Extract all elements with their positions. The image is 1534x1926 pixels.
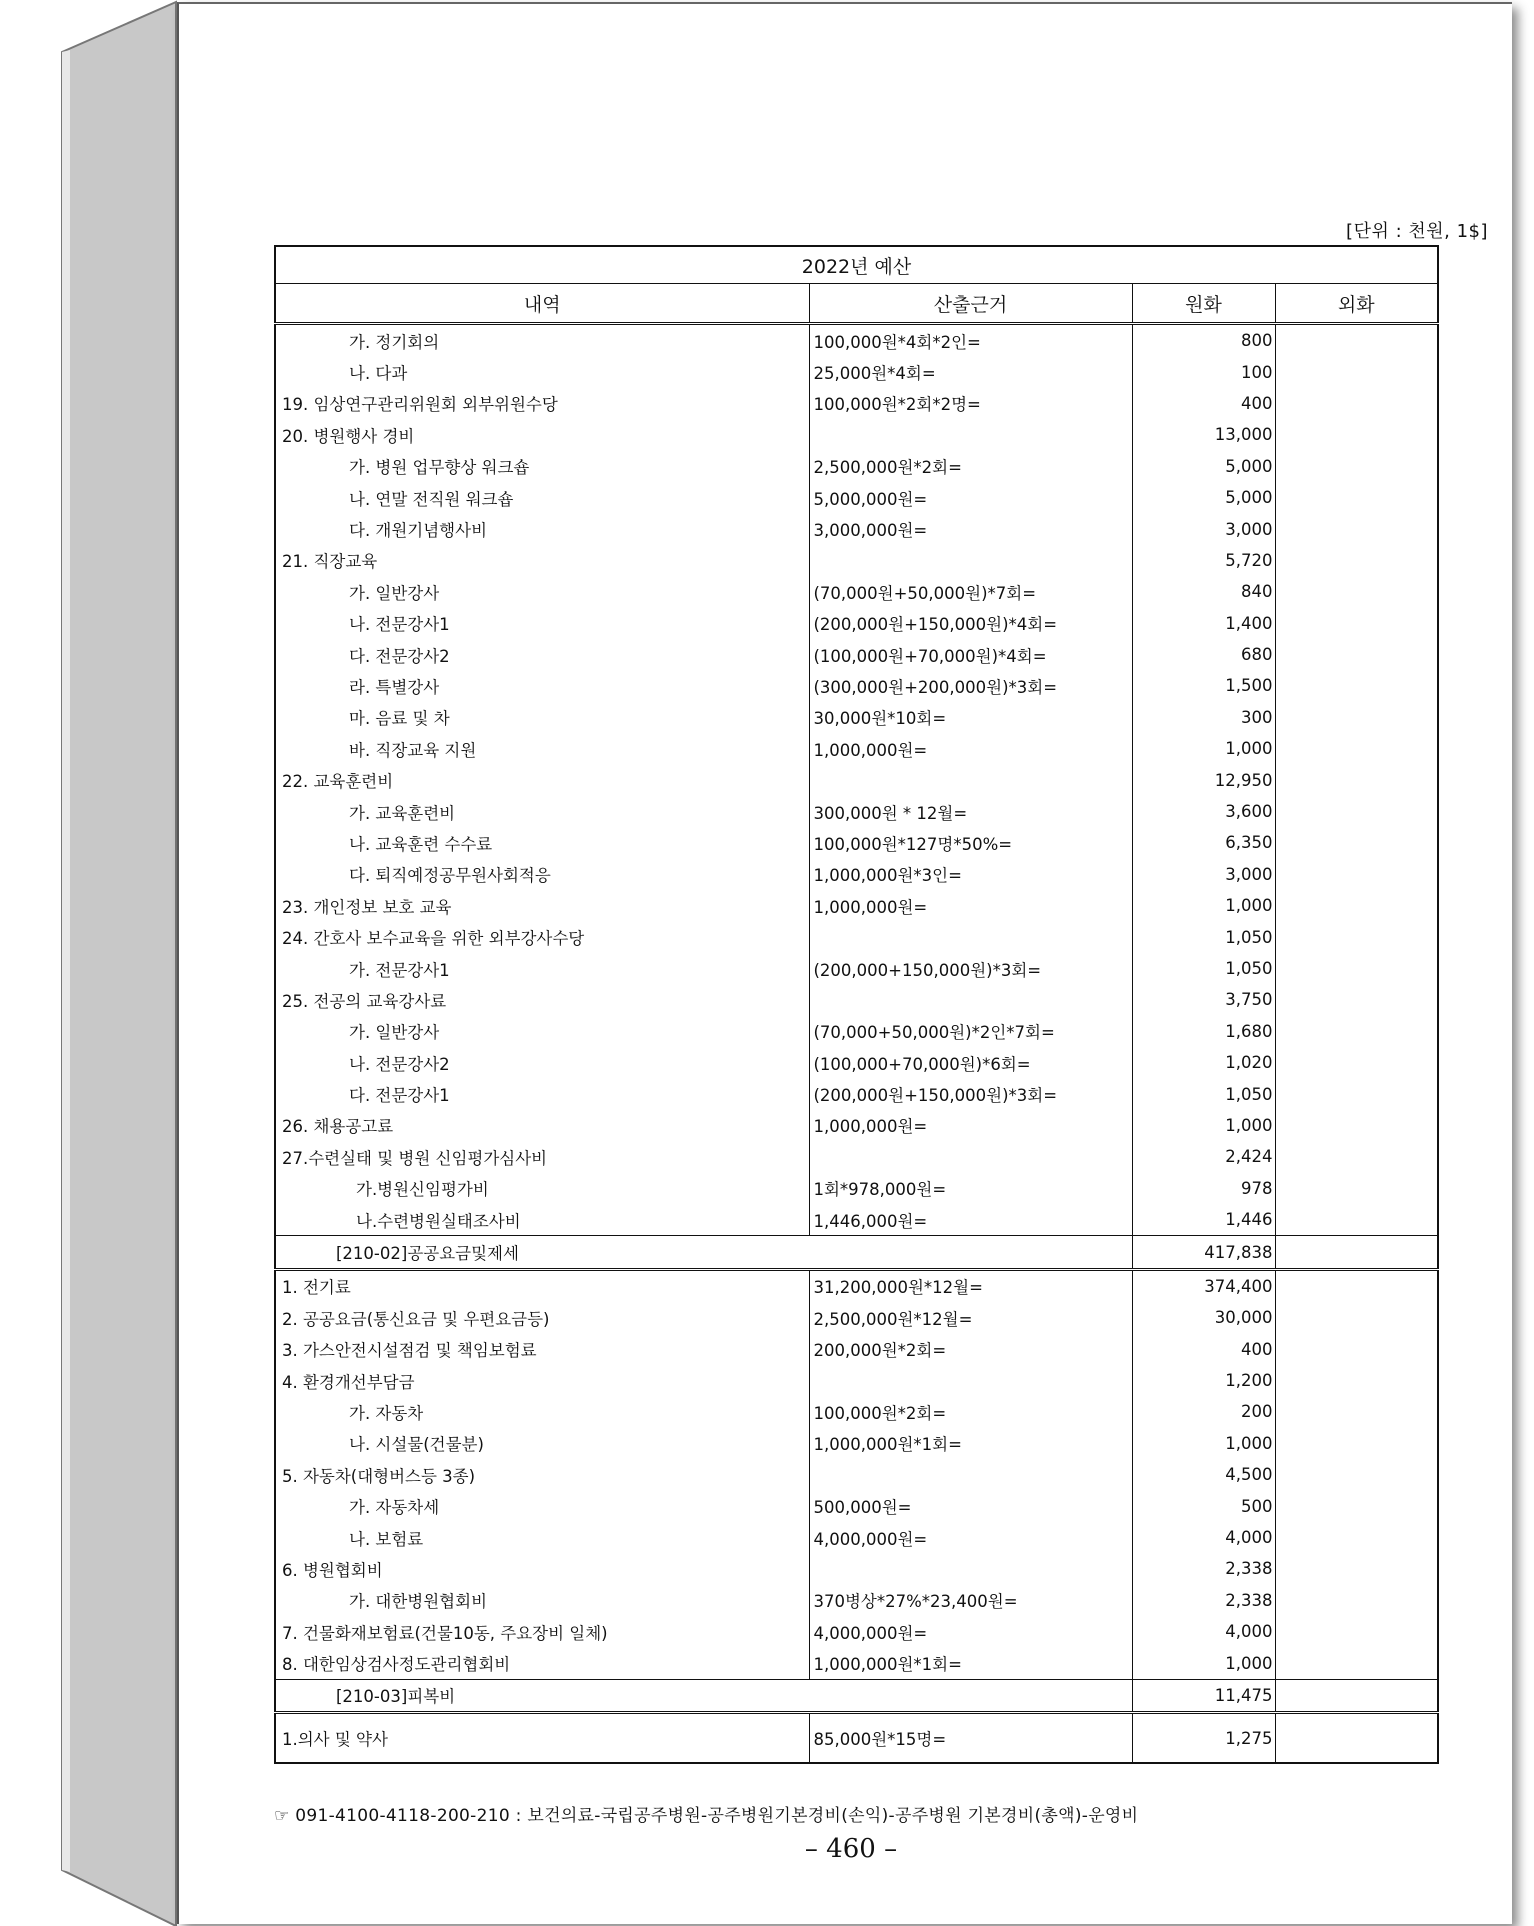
krw-amount-cell: 2,424 (1132, 1141, 1275, 1172)
basis-cell: 4,000,000원= (809, 1616, 1132, 1647)
table-row (275, 1141, 1438, 1172)
item-cell: 가. 일반강사 (275, 1016, 809, 1047)
table-row (275, 796, 1438, 827)
basis-cell: (100,000+70,000원)*6회= (809, 1047, 1132, 1078)
document-page (177, 2, 1512, 1924)
fx-amount-cell (1275, 1173, 1438, 1204)
fx-amount-cell (1275, 1647, 1438, 1679)
table-row (275, 1204, 1438, 1236)
account-code-footnote: ☞ 091-4100-4118-200-210 : 보건의료-국립공주병원-공주병원기본경비(손익)-공주병원 기본경비(총액)-운영비 (274, 1806, 1139, 1826)
fx-amount-cell (1275, 890, 1438, 921)
krw-amount-cell: 1,400 (1132, 608, 1275, 639)
item-cell: 다. 전문강사1 (275, 1078, 809, 1109)
fx-amount-cell (1275, 608, 1438, 639)
table-row (275, 451, 1438, 482)
table-row (275, 324, 1438, 357)
krw-amount-cell: 1,000 (1132, 1110, 1275, 1141)
krw-amount-cell: 4,500 (1132, 1459, 1275, 1490)
fx-amount-cell (1275, 388, 1438, 419)
fx-amount-cell (1275, 1236, 1438, 1269)
header-krw: 원화 (1132, 284, 1275, 324)
fx-amount-cell (1275, 639, 1438, 670)
item-cell: 나. 시설물(건물분) (275, 1428, 809, 1459)
item-cell: 가.병원신임평가비 (275, 1173, 809, 1204)
item-cell: 다. 전문강사2 (275, 639, 809, 670)
fx-amount-cell (1275, 419, 1438, 450)
krw-amount-cell: 4,000 (1132, 1522, 1275, 1553)
basis-cell: 4,000,000원= (809, 1522, 1132, 1553)
fx-amount-cell (1275, 733, 1438, 764)
item-cell: 마. 음료 및 차 (275, 702, 809, 733)
basis-cell (809, 984, 1132, 1015)
krw-amount-cell: 13,000 (1132, 419, 1275, 450)
fx-amount-cell (1275, 859, 1438, 890)
fx-amount-cell (1275, 324, 1438, 357)
item-cell: 22. 교육훈련비 (275, 764, 809, 795)
item-cell: 가. 교육훈련비 (275, 796, 809, 827)
table-row (275, 953, 1438, 984)
table-row (275, 984, 1438, 1015)
table-row (275, 1269, 1438, 1302)
fx-amount-cell (1275, 451, 1438, 482)
fx-amount-cell (1275, 1679, 1438, 1712)
table-row (275, 388, 1438, 419)
table-row (275, 608, 1438, 639)
krw-amount-cell: 400 (1132, 1334, 1275, 1365)
krw-amount-cell: 417,838 (1132, 1236, 1275, 1269)
item-cell: [210-02]공공요금및제세 (275, 1236, 1132, 1269)
basis-cell: 1,000,000원*1회= (809, 1647, 1132, 1679)
krw-amount-cell: 1,050 (1132, 921, 1275, 952)
fx-amount-cell (1275, 827, 1438, 858)
basis-cell: (200,000원+150,000원)*4회= (809, 608, 1132, 639)
table-row (275, 1396, 1438, 1427)
table-row (275, 513, 1438, 544)
table-row (275, 1110, 1438, 1141)
fx-amount-cell (1275, 1490, 1438, 1521)
krw-amount-cell: 800 (1132, 324, 1275, 357)
basis-cell (809, 545, 1132, 576)
fx-amount-cell (1275, 1141, 1438, 1172)
fx-amount-cell (1275, 1522, 1438, 1553)
item-cell: 21. 직장교육 (275, 545, 809, 576)
table-row (275, 1173, 1438, 1204)
item-cell: 4. 환경개선부담금 (275, 1365, 809, 1396)
fx-amount-cell (1275, 1428, 1438, 1459)
item-cell: 나. 전문강사1 (275, 608, 809, 639)
item-cell: 20. 병원행사 경비 (275, 419, 809, 450)
item-cell: 27.수련실태 및 병원 신임평가심사비 (275, 1141, 809, 1172)
basis-cell (809, 1459, 1132, 1490)
basis-cell: (300,000원+200,000원)*3회= (809, 670, 1132, 701)
basis-cell (809, 764, 1132, 795)
krw-amount-cell: 3,000 (1132, 859, 1275, 890)
table-row (275, 921, 1438, 952)
table-row (275, 1047, 1438, 1078)
table-row (275, 1016, 1438, 1047)
krw-amount-cell: 1,000 (1132, 1428, 1275, 1459)
table-row (275, 576, 1438, 607)
fx-amount-cell (1275, 796, 1438, 827)
fx-amount-cell (1275, 921, 1438, 952)
item-cell: 나. 보험료 (275, 1522, 809, 1553)
basis-cell: (100,000원+70,000원)*4회= (809, 639, 1132, 670)
item-cell: 25. 전공의 교육강사료 (275, 984, 809, 1015)
table-row (275, 1616, 1438, 1647)
basis-cell: 25,000원*4회= (809, 356, 1132, 387)
krw-amount-cell: 5,000 (1132, 451, 1275, 482)
item-cell: 1.의사 및 약사 (275, 1713, 809, 1764)
basis-cell: 5,000,000원= (809, 482, 1132, 513)
item-cell: 가. 자동차 (275, 1396, 809, 1427)
krw-amount-cell: 12,950 (1132, 764, 1275, 795)
krw-amount-cell: 5,720 (1132, 545, 1275, 576)
krw-amount-cell: 1,050 (1132, 1078, 1275, 1109)
fx-amount-cell (1275, 702, 1438, 733)
table-row (275, 639, 1438, 670)
fx-amount-cell (1275, 1269, 1438, 1302)
basis-cell: 1,000,000원= (809, 1110, 1132, 1141)
header-item: 내역 (275, 284, 809, 324)
fx-amount-cell (1275, 984, 1438, 1015)
table-row (275, 419, 1438, 450)
item-cell: 2. 공공요금(통신요금 및 우편요금등) (275, 1302, 809, 1333)
basis-cell: (70,000+50,000원)*2인*7회= (809, 1016, 1132, 1047)
item-cell: 가. 전문강사1 (275, 953, 809, 984)
item-cell: 라. 특별강사 (275, 670, 809, 701)
krw-amount-cell: 840 (1132, 576, 1275, 607)
item-cell: 가. 정기회의 (275, 324, 809, 357)
table-row (275, 1553, 1438, 1584)
item-cell: 19. 임상연구관리위원회 외부위원수당 (275, 388, 809, 419)
table-row (275, 1459, 1438, 1490)
table-row (275, 827, 1438, 858)
basis-cell (809, 1141, 1132, 1172)
krw-amount-cell: 3,000 (1132, 513, 1275, 544)
table-row (275, 356, 1438, 387)
section-row (275, 1679, 1438, 1712)
basis-cell (809, 419, 1132, 450)
item-cell: 가. 일반강사 (275, 576, 809, 607)
item-cell: 나. 다과 (275, 356, 809, 387)
basis-cell: 100,000원*2회*2명= (809, 388, 1132, 419)
table-row (275, 733, 1438, 764)
table-row (275, 1522, 1438, 1553)
basis-cell: 1,000,000원*3인= (809, 859, 1132, 890)
basis-cell: 300,000원 * 12월= (809, 796, 1132, 827)
krw-amount-cell: 1,446 (1132, 1204, 1275, 1236)
basis-cell: 100,000원*4회*2인= (809, 324, 1132, 357)
krw-amount-cell: 200 (1132, 1396, 1275, 1427)
item-cell: 다. 퇴직예정공무원사회적응 (275, 859, 809, 890)
fx-amount-cell (1275, 1334, 1438, 1365)
table-row (275, 482, 1438, 513)
table-row (275, 545, 1438, 576)
item-cell: 3. 가스안전시설점검 및 책임보험료 (275, 1334, 809, 1365)
krw-amount-cell: 1,500 (1132, 670, 1275, 701)
header-basis: 산출근거 (809, 284, 1132, 324)
fx-amount-cell (1275, 545, 1438, 576)
basis-cell (809, 1553, 1132, 1584)
krw-amount-cell: 400 (1132, 388, 1275, 419)
fx-amount-cell (1275, 953, 1438, 984)
krw-amount-cell: 2,338 (1132, 1553, 1275, 1584)
krw-amount-cell: 978 (1132, 1173, 1275, 1204)
table-row (275, 1302, 1438, 1333)
item-cell: 다. 개원기념행사비 (275, 513, 809, 544)
fx-amount-cell (1275, 1016, 1438, 1047)
fx-amount-cell (1275, 482, 1438, 513)
fx-amount-cell (1275, 576, 1438, 607)
table-row (275, 1078, 1438, 1109)
fx-amount-cell (1275, 1616, 1438, 1647)
fx-amount-cell (1275, 1365, 1438, 1396)
fx-amount-cell (1275, 1204, 1438, 1236)
section-row (275, 1236, 1438, 1269)
basis-cell: 1,000,000원= (809, 733, 1132, 764)
budget-table (274, 245, 1439, 1764)
unit-note: [단위 : 천원, 1$] (1346, 221, 1488, 242)
basis-cell: 3,000,000원= (809, 513, 1132, 544)
item-cell: 1. 전기료 (275, 1269, 809, 1302)
table-row (275, 670, 1438, 701)
basis-cell: 100,000원*127명*50%= (809, 827, 1132, 858)
basis-cell: 200,000원*2회= (809, 1334, 1132, 1365)
item-cell: 나. 교육훈련 수수료 (275, 827, 809, 858)
table-row (275, 890, 1438, 921)
krw-amount-cell: 1,050 (1132, 953, 1275, 984)
item-cell: 나. 연말 전직원 워크숍 (275, 482, 809, 513)
krw-amount-cell: 1,000 (1132, 733, 1275, 764)
krw-amount-cell: 1,680 (1132, 1016, 1275, 1047)
krw-amount-cell: 3,600 (1132, 796, 1275, 827)
header-fx: 외화 (1275, 284, 1438, 324)
basis-cell: 31,200,000원*12월= (809, 1269, 1132, 1302)
basis-cell: 1,000,000원*1회= (809, 1428, 1132, 1459)
table-row (275, 1428, 1438, 1459)
basis-cell: 1,446,000원= (809, 1204, 1132, 1236)
basis-cell: (200,000원+150,000원)*3회= (809, 1078, 1132, 1109)
basis-cell: 1,000,000원= (809, 890, 1132, 921)
basis-cell: 370병상*27%*23,400원= (809, 1585, 1132, 1616)
basis-cell: (70,000원+50,000원)*7회= (809, 576, 1132, 607)
fx-amount-cell (1275, 513, 1438, 544)
table-row (275, 1490, 1438, 1521)
basis-cell: 2,500,000원*2회= (809, 451, 1132, 482)
table-body (275, 324, 1438, 1764)
page-number: – 460 – (804, 1834, 898, 1864)
fx-amount-cell (1275, 1459, 1438, 1490)
fx-amount-cell (1275, 1302, 1438, 1333)
fx-amount-cell (1275, 1110, 1438, 1141)
table-row (275, 1585, 1438, 1616)
krw-amount-cell: 1,275 (1132, 1713, 1275, 1764)
krw-amount-cell: 300 (1132, 702, 1275, 733)
krw-amount-cell: 5,000 (1132, 482, 1275, 513)
basis-cell (809, 921, 1132, 952)
table-row (275, 859, 1438, 890)
table-row (275, 1365, 1438, 1396)
krw-amount-cell: 374,400 (1132, 1269, 1275, 1302)
fx-amount-cell (1275, 1078, 1438, 1109)
krw-amount-cell: 1,000 (1132, 1647, 1275, 1679)
fx-amount-cell (1275, 1553, 1438, 1584)
item-cell: 가. 병원 업무향상 워크숍 (275, 451, 809, 482)
item-cell: 바. 직장교육 지원 (275, 733, 809, 764)
krw-amount-cell: 680 (1132, 639, 1275, 670)
item-cell: 6. 병원협회비 (275, 1553, 809, 1584)
table-row (275, 1713, 1438, 1764)
fx-amount-cell (1275, 1047, 1438, 1078)
table-row (275, 764, 1438, 795)
table-title: 2022년 예산 (275, 246, 1438, 284)
basis-cell: 500,000원= (809, 1490, 1132, 1521)
item-cell: [210-03]피복비 (275, 1679, 1132, 1712)
item-cell: 24. 간호사 보수교육을 위한 외부강사수당 (275, 921, 809, 952)
item-cell: 23. 개인정보 보호 교육 (275, 890, 809, 921)
krw-amount-cell: 1,020 (1132, 1047, 1275, 1078)
basis-cell: 2,500,000원*12월= (809, 1302, 1132, 1333)
krw-amount-cell: 30,000 (1132, 1302, 1275, 1333)
fx-amount-cell (1275, 1713, 1438, 1764)
krw-amount-cell: 1,000 (1132, 890, 1275, 921)
item-cell: 나. 전문강사2 (275, 1047, 809, 1078)
item-cell: 7. 건물화재보험료(건물10동, 주요장비 일체) (275, 1616, 809, 1647)
krw-amount-cell: 6,350 (1132, 827, 1275, 858)
item-cell: 나.수련병원실태조사비 (275, 1204, 809, 1236)
fx-amount-cell (1275, 670, 1438, 701)
basis-cell (809, 1365, 1132, 1396)
basis-cell: 100,000원*2회= (809, 1396, 1132, 1427)
basis-cell: (200,000+150,000원)*3회= (809, 953, 1132, 984)
krw-amount-cell: 500 (1132, 1490, 1275, 1521)
table-row (275, 1647, 1438, 1679)
table-row (275, 702, 1438, 733)
krw-amount-cell: 1,200 (1132, 1365, 1275, 1396)
item-cell: 5. 자동차(대형버스등 3종) (275, 1459, 809, 1490)
fx-amount-cell (1275, 764, 1438, 795)
item-cell: 26. 채용공고료 (275, 1110, 809, 1141)
item-cell: 8. 대한임상검사정도관리협회비 (275, 1647, 809, 1679)
fx-amount-cell (1275, 1585, 1438, 1616)
item-cell: 가. 자동차세 (275, 1490, 809, 1521)
krw-amount-cell: 2,338 (1132, 1585, 1275, 1616)
krw-amount-cell: 3,750 (1132, 984, 1275, 1015)
basis-cell: 85,000원*15명= (809, 1713, 1132, 1764)
krw-amount-cell: 11,475 (1132, 1679, 1275, 1712)
item-cell: 가. 대한병원협회비 (275, 1585, 809, 1616)
basis-cell: 30,000원*10회= (809, 702, 1132, 733)
table-row (275, 1334, 1438, 1365)
krw-amount-cell: 100 (1132, 356, 1275, 387)
krw-amount-cell: 4,000 (1132, 1616, 1275, 1647)
fx-amount-cell (1275, 356, 1438, 387)
fx-amount-cell (1275, 1396, 1438, 1427)
basis-cell: 1회*978,000원= (809, 1173, 1132, 1204)
